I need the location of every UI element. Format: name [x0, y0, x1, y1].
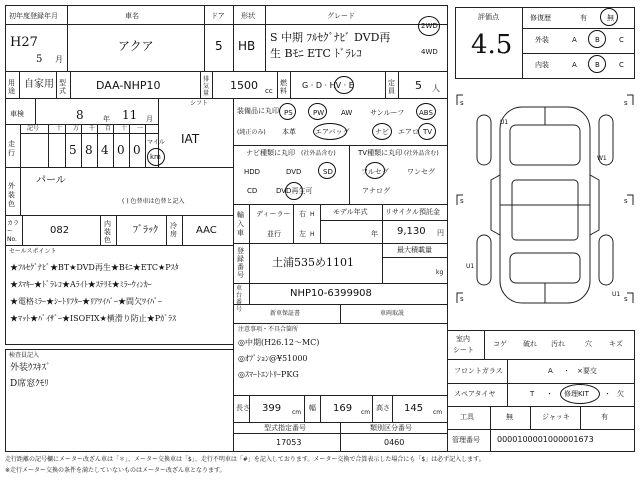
divider [81, 124, 82, 168]
inspector-label: 検査員記入 [9, 352, 40, 359]
divider [490, 406, 491, 430]
damage-code: W1 [597, 155, 607, 162]
capacity-unit: 人 [432, 84, 440, 93]
divider [65, 124, 66, 168]
nav-sd-circle [318, 162, 336, 179]
mileage-unit: 一 [137, 125, 144, 132]
equip-tv-circle [418, 123, 436, 140]
type-number-label: 型式指定番号 [264, 424, 306, 432]
equip-pw: PW [313, 109, 325, 117]
diagram-s-mark: s [624, 197, 628, 205]
row2 [5, 71, 448, 99]
divider [290, 71, 291, 99]
registration-label: 登録番号 [237, 247, 244, 279]
sales-point-line: ★ｽﾏｷｰ★ﾄﾞﾗﾚｺ★Aﾗｲﾄ★ｽﾃﾘﾓ★ﾐﾗｰｳｨﾝｶｰ [10, 280, 152, 289]
grade-line2: 生 Bﾓﾆ ETC ﾄﾞﾗﾚｺ [270, 47, 362, 60]
divider [382, 257, 448, 258]
divider [293, 204, 294, 244]
front-glass-label: フロントガラス [454, 367, 503, 375]
capacity-value: 5 [415, 79, 422, 92]
import-h: H [310, 211, 315, 218]
class-number-value: 0460 [384, 438, 405, 447]
nav-sd: SD [323, 168, 333, 176]
type-number-value: 17053 [276, 438, 302, 447]
mgmt-label: 管理番号 [452, 436, 480, 444]
sales-point-line: ★電格ﾐﾗｰ★ｼｰﾄﾘﾌﾀｰ★ﾘｱﾜｲﾊﾟｰ★間欠ﾜｲﾊﾟｰ [10, 297, 162, 306]
length-label: 長さ [236, 404, 250, 412]
divider [320, 220, 448, 221]
displacement-label: 排気量 [203, 76, 210, 97]
divider [20, 167, 21, 216]
car-name: アクア [118, 39, 154, 53]
recycle-label: リサイクル預託金 [385, 208, 441, 216]
divider [70, 71, 71, 99]
equip-leather: 本革 [282, 128, 296, 136]
drive-4wd: 4WD [421, 48, 438, 56]
front-glass-dot: ・ [563, 367, 570, 375]
mileage-label: 走行 [8, 140, 15, 157]
inspector-line: D席窓ｸﾓﾘ [10, 379, 49, 389]
divider [522, 53, 635, 54]
chassis-value: NHP10-6399908 [290, 288, 372, 299]
ac-label: 冷房 [170, 222, 177, 238]
diagram-s-mark: s [460, 295, 464, 303]
equip-airbag-circle [313, 123, 350, 140]
car-damage-diagram [455, 85, 635, 325]
footer-note-1: 走行距離の記号欄にメーター改ざん車は「＊」、メーター交換車は「$」、走行不明車は「#」を記入しております。メーター交換で合算表示した場合にも「$」は必ず記入します。 [5, 456, 485, 463]
jack-value: 有 [601, 413, 608, 421]
displacement-value: 1500 [230, 79, 258, 92]
ext-grade-a: A [572, 36, 577, 44]
sales-points-label: セールスポイント [9, 248, 57, 255]
import-label: 輸入車 [237, 211, 244, 237]
divider [145, 124, 146, 168]
era-year: H27 [10, 35, 38, 50]
rating-label: 評価点 [478, 13, 499, 21]
exterior-note: ( ) 色替車は色替と記入 [122, 198, 185, 205]
divider [382, 204, 383, 244]
divider [320, 204, 321, 244]
notes-label: 注意事項・不具合箇所 [238, 326, 299, 333]
inspection-label: 車検 [10, 110, 24, 118]
color-code-label: カラーNo. [7, 220, 20, 243]
exterior-color: パール [36, 175, 66, 186]
divider [19, 71, 20, 99]
spare-kit-circle [560, 384, 600, 404]
spare-missing: 欠 [617, 390, 624, 398]
inspector-line: 外装ｳｽｷｽﾞ [10, 363, 51, 373]
divider [182, 215, 183, 246]
seat-item: キズ [609, 340, 623, 348]
shift-value: IAT [181, 132, 200, 146]
mileage-km-circle [147, 148, 165, 166]
import-dealer: ディーラー [256, 210, 291, 218]
divider [522, 7, 523, 79]
model-year-unit: 年 [371, 230, 378, 238]
divider [200, 71, 201, 99]
mileage-km: km [150, 153, 161, 161]
mileage-digit: 0 [133, 143, 141, 157]
divider [490, 429, 491, 452]
car-name-label: 車名 [125, 12, 139, 20]
seat-item: 汚れ [551, 340, 565, 348]
length-value: 399 [262, 403, 282, 414]
divider [304, 395, 305, 423]
inspection-year-unit: 年 [103, 115, 110, 123]
equip-ps-circle [279, 103, 296, 120]
note-line: ◎中期(H26.12〜MC) [238, 338, 320, 347]
spare-kit: 修理KIT [564, 390, 589, 398]
nav-hdd: HDD [244, 168, 261, 176]
nav-dvd: DVD [286, 168, 302, 176]
mileage-unit: 百 [105, 125, 112, 132]
tv-fullseg: フルセグ [361, 168, 389, 176]
model-value: DAA-NHP10 [96, 79, 161, 92]
divider [100, 215, 101, 246]
divider [249, 283, 250, 305]
divider [392, 395, 393, 423]
model-label: 型式 [59, 79, 66, 95]
door-label: ドア [211, 12, 225, 20]
equipment-label: 装備品に丸印 [237, 107, 279, 115]
divider [530, 406, 531, 430]
divider [48, 124, 49, 168]
damage-code: U1 [466, 263, 475, 270]
seat-item: 穴 [585, 340, 592, 348]
divider [249, 395, 250, 423]
import-parallel: 並行 [267, 230, 281, 238]
note-line: ◎ｽﾏｰﾄｴﾝﾄﾘｰPKG [238, 370, 299, 379]
nav-label: ナビ種類に丸印 [246, 149, 295, 157]
grade-line1: S 中期 ﾌﾙｾｸﾞﾅﾋﾞ DVD再 [270, 31, 391, 44]
divider [20, 124, 21, 168]
ext-grade-c: C [619, 36, 624, 44]
import-right: 右 [299, 210, 306, 218]
warranty-new-car: 新車保証書 [270, 310, 301, 317]
inspection-month: 11 [122, 108, 138, 122]
interior-value: ﾌﾞﾗｯｸ [133, 225, 158, 236]
divider [340, 422, 341, 452]
spare-dot: ・ [604, 390, 611, 398]
tv-label: TV種類に丸印 [358, 149, 403, 157]
mileage-mile: マイル [147, 139, 165, 146]
int-grade-c: C [619, 61, 624, 69]
divider [372, 395, 373, 423]
class-number-label: 類別区分番号 [370, 424, 412, 432]
int-grade-b-circle [588, 55, 606, 73]
divider [320, 395, 321, 423]
equip-airbag: エアバッグ [315, 128, 350, 136]
warranty-manual: 車両取説 [380, 310, 405, 317]
height-label: 高さ [376, 404, 390, 412]
divider [382, 243, 383, 284]
drive-2wd: 2WD [421, 22, 438, 30]
divider [385, 71, 386, 99]
divider [340, 304, 341, 324]
divider [249, 243, 250, 284]
repair-label: 修復歴 [530, 14, 551, 22]
seat-label: 室内 [456, 335, 470, 343]
mileage-unit: 千 [89, 125, 96, 132]
equip-aero: エアロ [398, 128, 419, 136]
mileage-digit: 0 [117, 143, 125, 157]
int-grade-a: A [572, 61, 577, 69]
equip-abs: ABS [419, 109, 433, 117]
mileage-unit-symbol: 記号 [27, 125, 40, 132]
width-value: 169 [333, 403, 353, 414]
note-line: ◎ｵﾌﾟｼｮﾝ@¥51000 [238, 354, 308, 363]
divider [166, 215, 167, 246]
divider [249, 204, 250, 244]
use-value: 自家用 [24, 79, 54, 90]
diagram-s-mark: s [460, 99, 464, 107]
use-label: 用途 [8, 79, 15, 95]
divider [116, 215, 117, 246]
equip-pw-circle [308, 103, 327, 120]
exterior-grade-label: 外装 [535, 36, 549, 44]
footer-note-2: ※走行メーター交換の条件を満たしていないものはメーター改ざん車となります。 [5, 467, 226, 474]
spare-label: スペアタイヤ [454, 390, 496, 398]
color-code-value: 082 [50, 225, 70, 236]
mileage-unit: 十 [121, 125, 128, 132]
fuel-options: G · D · HV · E [302, 81, 354, 90]
ac-value: AAC [196, 225, 217, 236]
mileage-digit: 5 [69, 143, 77, 157]
recycle-value: 9,130 [397, 226, 426, 237]
tools-label: 工具 [460, 413, 474, 421]
divider [233, 433, 448, 434]
tools-value: 無 [506, 413, 513, 421]
spare-t: T [530, 390, 535, 398]
divider [56, 71, 57, 99]
equip-ps: PS [284, 109, 293, 117]
divider [349, 145, 350, 205]
grade-label: グレード [327, 12, 355, 20]
divider [212, 71, 213, 99]
equipment-block [233, 98, 448, 146]
nav-sub: (社外品含む) [301, 150, 336, 157]
seat-item: 破れ [523, 340, 537, 348]
max-load-unit: kg [436, 269, 444, 276]
interior-grade-label: 内装 [535, 61, 549, 69]
inspection-year: 8 [76, 108, 84, 122]
int-grade-b: B [595, 61, 600, 69]
divider [97, 124, 98, 168]
width-unit: cm [361, 409, 371, 416]
tv-oneseg: ワンセグ [407, 168, 435, 176]
cc-unit: cc [265, 87, 273, 95]
nav-cd: CD [247, 187, 258, 195]
nav-dvd-play-circle [285, 182, 303, 200]
divider [484, 330, 485, 360]
damage-code: U1 [500, 119, 509, 126]
capacity-label: 定員 [388, 79, 395, 95]
recycle-unit: 円 [437, 229, 444, 237]
sales-point-line: ★ﾌﾙｾｸﾞﾅﾋﾞ★BT★DVD再生★Bﾓﾆ★ETC★Pｽﾀ [10, 263, 179, 272]
divider [507, 359, 508, 384]
fuel-label: 燃料 [280, 79, 287, 95]
model-year-label: モデル年式 [333, 208, 368, 216]
repair-no-circle [600, 8, 618, 26]
equip-tv: TV [423, 128, 433, 136]
repair-yes: 有 [580, 14, 587, 22]
equip-sunroof: サンルーフ [370, 109, 405, 117]
rating-score: 4.5 [471, 30, 513, 60]
ext-grade-b-circle [588, 30, 606, 48]
mileage-digit: 4 [101, 143, 109, 157]
reg-month-unit: 月 [55, 55, 63, 64]
height-unit: cm [433, 409, 443, 416]
exterior-label: 外装色 [8, 182, 15, 208]
divider [398, 71, 399, 99]
tv-sub: (社外品含む) [404, 150, 439, 157]
divider [129, 124, 130, 168]
equip-navi-circle [372, 123, 392, 140]
seat-row [447, 330, 635, 360]
sales-point-line: ★ﾏｯﾄ★ﾊﾞｲｻﾞｰ★ISOFIX★横滑り防止★Pｶﾞﾗｽ [10, 314, 177, 323]
equip-navi: ナビ [375, 128, 389, 136]
length-unit: cm [292, 409, 302, 416]
chassis-label: 車台番号 [236, 285, 243, 313]
mileage-digit: 8 [85, 143, 93, 157]
mgmt-value: 0000100001000001673 [497, 435, 594, 444]
damage-code: U1 [612, 291, 621, 298]
mileage-unit: 十 [56, 125, 63, 132]
front-glass-a: A [548, 367, 553, 375]
divider [20, 133, 158, 134]
tv-analog: アナログ [362, 187, 390, 195]
divider [522, 28, 635, 29]
width-label: 幅 [309, 404, 316, 412]
nav-dvd-play: DVD再生可 [276, 187, 313, 195]
mileage-unit: 万 [73, 125, 80, 132]
diagram-s-mark: s [460, 197, 464, 205]
divider [277, 71, 278, 99]
interior-label: 内装色 [104, 220, 111, 244]
import-left: 左 [299, 230, 306, 238]
diagram-s-mark: s [624, 99, 628, 107]
reg-month: 5 [36, 54, 43, 65]
shift-label: シフト [190, 100, 209, 107]
door-value: 5 [215, 39, 223, 53]
max-load-label: 最大積載量 [397, 246, 432, 254]
import-h: H [310, 231, 315, 238]
divider [22, 215, 23, 246]
spare-dot: ・ [546, 390, 553, 398]
sales-points-block [5, 245, 234, 345]
ext-grade-b: B [595, 36, 600, 44]
fuel-hv-circle [334, 76, 354, 94]
divider [507, 383, 508, 407]
diagram-s-mark: s [624, 295, 628, 303]
car-outline-svg [455, 85, 635, 325]
seat-label-2: シート [453, 346, 474, 354]
inspection-month-unit: 月 [146, 115, 153, 123]
front-glass-replace: ×要交 [577, 367, 597, 375]
shape-value: HB [238, 39, 256, 53]
first-reg-label: 初年度登録年月 [9, 12, 58, 20]
divider [113, 124, 114, 168]
divider [35, 98, 36, 124]
repair-no: 無 [607, 14, 614, 22]
equip-aw: AW [341, 109, 353, 117]
divider [580, 406, 581, 430]
jack-label: ジャッキ [542, 413, 570, 421]
shape-label: 形状 [241, 12, 255, 20]
height-value: 145 [404, 403, 424, 414]
tv-fullseg-circle [365, 162, 385, 179]
registration-plate: 土浦535め1101 [272, 256, 354, 269]
equipment-sub: (純正のみ) [237, 129, 266, 136]
equip-abs-circle [416, 103, 436, 120]
seat-item: コゲ [493, 340, 507, 348]
